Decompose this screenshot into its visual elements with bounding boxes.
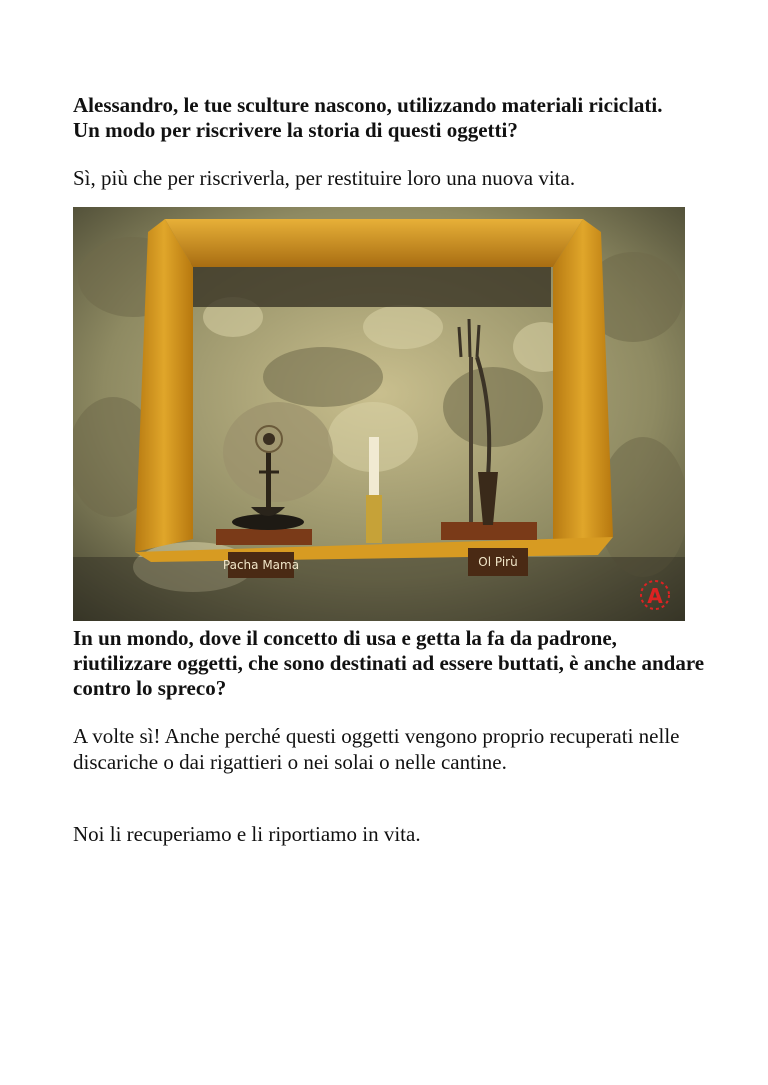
answer-3: Noi li recuperiamo e li riportiamo in vita.	[73, 822, 421, 846]
question-1: Alessandro, le tue sculture nascono, utilizzando materiali riciclati. Un modo per riscrivere la storia di questi oggetti?	[73, 93, 663, 142]
ol-piru-sign: Ol Pirù	[478, 555, 518, 569]
answer-1: Sì, più che per riscriverla, per restituire loro una nuova vita.	[73, 166, 576, 190]
answer-2: A volte sì! Anche perché questi oggetti vengono proprio recuperati nelle discariche o dai rigattieri o nei solai o nelle cantine.	[73, 724, 680, 774]
pacha-mama-sign: Pacha Mama	[222, 558, 300, 572]
question-2: In un mondo, dove il concetto di usa e getta la fa da padrone, riutilizzare oggetti, che sono destinati ad essere buttati, è anche andare contro lo spreco?	[73, 626, 705, 700]
sculpture-photo	[73, 207, 685, 621]
watermark-logo: A	[647, 584, 663, 608]
